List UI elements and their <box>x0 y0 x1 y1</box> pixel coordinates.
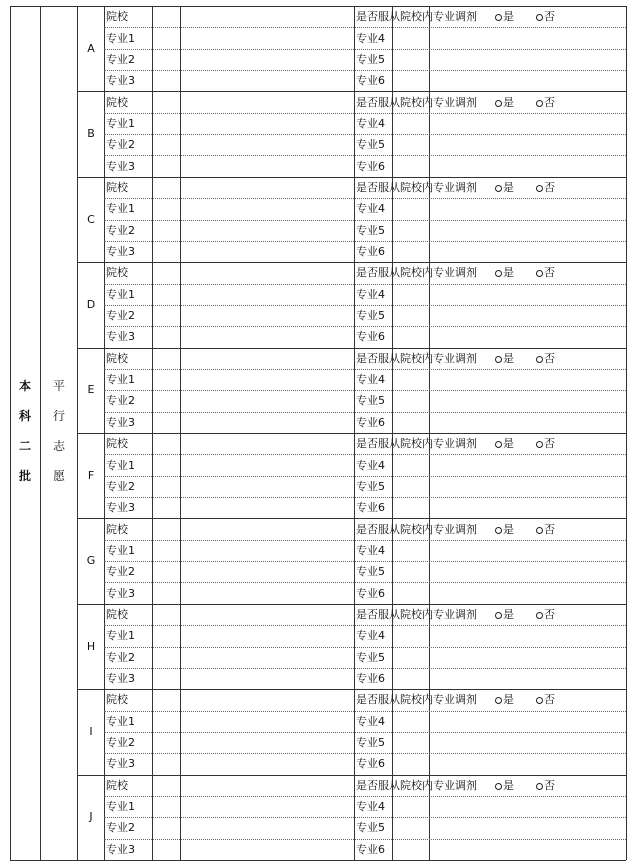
major-label: 专业3 <box>106 159 135 173</box>
adjust-no-label: 否 <box>544 266 555 280</box>
major-input[interactable] <box>153 28 351 47</box>
major-input[interactable] <box>153 455 351 474</box>
adjust-yes-label: 是 <box>503 10 514 24</box>
major-input[interactable] <box>431 626 623 645</box>
school-input[interactable] <box>153 7 351 26</box>
radio-circle-icon[interactable] <box>536 100 543 107</box>
major-input[interactable] <box>153 306 351 325</box>
major-label: 专业1 <box>106 202 135 216</box>
major-input[interactable] <box>153 583 351 602</box>
major-input[interactable] <box>431 455 623 474</box>
major-label: 专业5 <box>356 138 385 152</box>
adjust-yes-radio[interactable] <box>495 693 514 706</box>
major-input[interactable] <box>153 199 351 218</box>
adjust-question: 是否服从院校内专业调剂 <box>356 522 477 536</box>
school-input[interactable] <box>153 263 351 282</box>
adjust-yes-radio[interactable] <box>495 437 514 450</box>
adjust-no-label: 否 <box>544 607 555 621</box>
school-input[interactable] <box>153 92 351 111</box>
adjust-yes-radio[interactable] <box>495 352 514 365</box>
major-input[interactable] <box>431 840 623 859</box>
major-input[interactable] <box>153 327 351 346</box>
major-input[interactable] <box>431 135 623 154</box>
major-label: 专业2 <box>106 52 135 66</box>
major-label: 专业4 <box>356 714 385 728</box>
adjust-no-label: 否 <box>544 180 555 194</box>
adjust-yes-radio[interactable] <box>495 96 514 109</box>
major-input[interactable] <box>431 50 623 69</box>
radio-circle-icon[interactable] <box>495 441 502 448</box>
major-label: 专业4 <box>356 543 385 557</box>
major-input[interactable] <box>153 797 351 816</box>
major-label: 专业5 <box>356 309 385 323</box>
adjust-question: 是否服从院校内专业调剂 <box>356 351 477 365</box>
adjust-yes-radio[interactable] <box>495 523 514 536</box>
adjust-no-label: 否 <box>544 95 555 109</box>
major-input[interactable] <box>153 135 351 154</box>
adjust-no-radio[interactable] <box>536 693 555 706</box>
column-rule <box>10 6 11 860</box>
adjust-no-label: 否 <box>544 693 555 707</box>
major-label: 专业6 <box>356 74 385 88</box>
school-label: 院校 <box>106 693 128 707</box>
group-letter: H <box>86 639 96 653</box>
major-input[interactable] <box>431 712 623 731</box>
major-input[interactable] <box>153 370 351 389</box>
major-label: 专业5 <box>356 821 385 835</box>
adjust-no-label: 否 <box>544 778 555 792</box>
major-label: 专业1 <box>106 714 135 728</box>
adjust-yes-label: 是 <box>503 693 514 707</box>
major-label: 专业2 <box>106 565 135 579</box>
adjust-no-radio[interactable] <box>536 779 555 792</box>
adjust-question: 是否服从院校内专业调剂 <box>356 10 477 24</box>
adjust-yes-label: 是 <box>503 778 514 792</box>
table-bottom-border <box>10 860 626 861</box>
major-label: 专业5 <box>356 223 385 237</box>
major-label: 专业5 <box>356 736 385 750</box>
major-label: 专业3 <box>106 672 135 686</box>
school-label: 院校 <box>106 778 128 792</box>
radio-circle-icon[interactable] <box>536 441 543 448</box>
major-input[interactable] <box>431 242 623 261</box>
radio-circle-icon[interactable] <box>495 270 502 277</box>
adjust-yes-radio[interactable] <box>495 779 514 792</box>
batch-char: 二 <box>18 439 31 453</box>
adjust-yes-radio[interactable] <box>495 10 514 23</box>
group-letter: I <box>89 724 93 738</box>
major-label: 专业4 <box>356 458 385 472</box>
group-letter: A <box>87 41 95 55</box>
batch-char: 批 <box>18 469 31 483</box>
major-label: 专业4 <box>356 31 385 45</box>
major-input[interactable] <box>153 391 351 410</box>
group-letter: F <box>87 468 95 482</box>
major-label: 专业1 <box>106 31 135 45</box>
group-letter: B <box>87 127 95 141</box>
group-letter: D <box>86 297 96 311</box>
adjust-no-label: 否 <box>544 522 555 536</box>
major-label: 专业3 <box>106 415 135 429</box>
adjust-no-radio[interactable] <box>536 181 555 194</box>
group-letter: E <box>87 383 95 397</box>
major-input[interactable] <box>431 391 623 410</box>
mode-char: 行 <box>52 409 65 423</box>
major-label: 专业2 <box>106 479 135 493</box>
major-input[interactable] <box>431 498 623 517</box>
major-input[interactable] <box>431 413 623 432</box>
major-label: 专业6 <box>356 245 385 259</box>
radio-circle-icon[interactable] <box>495 697 502 704</box>
adjust-question: 是否服从院校内专业调剂 <box>356 607 477 621</box>
major-label: 专业5 <box>356 565 385 579</box>
major-input[interactable] <box>431 71 623 90</box>
radio-circle-icon[interactable] <box>536 612 543 619</box>
adjust-yes-radio[interactable] <box>495 181 514 194</box>
school-input[interactable] <box>153 776 351 795</box>
adjust-question: 是否服从院校内专业调剂 <box>356 266 477 280</box>
adjust-question: 是否服从院校内专业调剂 <box>356 437 477 451</box>
major-input[interactable] <box>153 712 351 731</box>
school-input[interactable] <box>153 519 351 538</box>
radio-circle-icon[interactable] <box>536 783 543 790</box>
adjust-yes-label: 是 <box>503 95 514 109</box>
major-input[interactable] <box>431 818 623 837</box>
major-input[interactable] <box>431 562 623 581</box>
major-label: 专业3 <box>106 74 135 88</box>
major-input[interactable] <box>153 669 351 688</box>
major-input[interactable] <box>431 199 623 218</box>
major-label: 专业4 <box>356 629 385 643</box>
mode-char: 愿 <box>52 469 65 483</box>
major-input[interactable] <box>153 498 351 517</box>
school-label: 院校 <box>106 437 128 451</box>
major-input[interactable] <box>153 285 351 304</box>
school-label: 院校 <box>106 10 128 24</box>
major-label: 专业1 <box>106 629 135 643</box>
radio-circle-icon[interactable] <box>536 185 543 192</box>
adjust-no-radio[interactable] <box>536 437 555 450</box>
major-label: 专业6 <box>356 415 385 429</box>
school-label: 院校 <box>106 522 128 536</box>
batch-char: 本 <box>18 379 31 393</box>
radio-circle-icon[interactable] <box>495 356 502 363</box>
major-label: 专业2 <box>106 138 135 152</box>
major-input[interactable] <box>431 28 623 47</box>
major-label: 专业4 <box>356 116 385 130</box>
major-label: 专业3 <box>106 842 135 856</box>
major-label: 专业4 <box>356 800 385 814</box>
radio-circle-icon[interactable] <box>495 527 502 534</box>
major-label: 专业4 <box>356 202 385 216</box>
major-label: 专业1 <box>106 458 135 472</box>
major-label: 专业6 <box>356 501 385 515</box>
mode-char: 志 <box>52 439 65 453</box>
major-input[interactable] <box>153 840 351 859</box>
adjust-yes-label: 是 <box>503 437 514 451</box>
major-label: 专业2 <box>106 394 135 408</box>
adjust-yes-radio[interactable] <box>495 266 514 279</box>
school-label: 院校 <box>106 95 128 109</box>
adjust-no-radio[interactable] <box>536 266 555 279</box>
major-input[interactable] <box>431 285 623 304</box>
mode-char: 平 <box>52 379 65 393</box>
major-input[interactable] <box>431 221 623 240</box>
table-top-border <box>10 6 626 7</box>
adjust-yes-radio[interactable] <box>495 608 514 621</box>
adjust-no-label: 否 <box>544 351 555 365</box>
column-rule <box>626 6 627 860</box>
major-label: 专业1 <box>106 287 135 301</box>
major-label: 专业3 <box>106 501 135 515</box>
school-input[interactable] <box>153 605 351 624</box>
major-input[interactable] <box>431 669 623 688</box>
major-input[interactable] <box>153 156 351 175</box>
major-label: 专业6 <box>356 159 385 173</box>
radio-circle-icon[interactable] <box>536 270 543 277</box>
radio-circle-icon[interactable] <box>495 100 502 107</box>
school-label: 院校 <box>106 180 128 194</box>
major-label: 专业6 <box>356 842 385 856</box>
radio-circle-icon[interactable] <box>536 527 543 534</box>
major-label: 专业3 <box>106 586 135 600</box>
major-input[interactable] <box>153 754 351 773</box>
school-input[interactable] <box>153 178 351 197</box>
group-letter: J <box>89 810 93 824</box>
major-input[interactable] <box>153 541 351 560</box>
radio-circle-icon[interactable] <box>536 697 543 704</box>
major-label: 专业2 <box>106 821 135 835</box>
radio-circle-icon[interactable] <box>495 783 502 790</box>
adjust-question: 是否服从院校内专业调剂 <box>356 778 477 792</box>
major-label: 专业2 <box>106 309 135 323</box>
major-input[interactable] <box>431 156 623 175</box>
major-label: 专业6 <box>356 330 385 344</box>
major-label: 专业5 <box>356 394 385 408</box>
major-input[interactable] <box>431 754 623 773</box>
major-input[interactable] <box>153 221 351 240</box>
school-input[interactable] <box>153 434 351 453</box>
major-label: 专业2 <box>106 223 135 237</box>
major-input[interactable] <box>431 306 623 325</box>
major-label: 专业3 <box>106 330 135 344</box>
major-input[interactable] <box>431 477 623 496</box>
major-input[interactable] <box>431 114 623 133</box>
major-label: 专业6 <box>356 586 385 600</box>
school-label: 院校 <box>106 607 128 621</box>
major-label: 专业2 <box>106 650 135 664</box>
major-label: 专业4 <box>356 287 385 301</box>
major-input[interactable] <box>431 733 623 752</box>
school-label: 院校 <box>106 266 128 280</box>
major-label: 专业4 <box>356 373 385 387</box>
group-letter: C <box>87 212 95 226</box>
major-label: 专业1 <box>106 373 135 387</box>
major-input[interactable] <box>153 477 351 496</box>
school-label: 院校 <box>106 351 128 365</box>
major-label: 专业1 <box>106 116 135 130</box>
adjust-no-radio[interactable] <box>536 523 555 536</box>
adjust-question: 是否服从院校内专业调剂 <box>356 95 477 109</box>
adjust-no-radio[interactable] <box>536 608 555 621</box>
adjust-no-radio[interactable] <box>536 352 555 365</box>
major-input[interactable] <box>153 626 351 645</box>
adjust-no-label: 否 <box>544 10 555 24</box>
adjust-yes-label: 是 <box>503 180 514 194</box>
major-label: 专业5 <box>356 479 385 493</box>
major-input[interactable] <box>153 50 351 69</box>
major-input[interactable] <box>153 818 351 837</box>
batch-char: 科 <box>18 409 31 423</box>
major-input[interactable] <box>431 583 623 602</box>
major-input[interactable] <box>431 797 623 816</box>
major-label: 专业5 <box>356 650 385 664</box>
radio-circle-icon[interactable] <box>495 185 502 192</box>
major-label: 专业6 <box>356 757 385 771</box>
adjust-question: 是否服从院校内专业调剂 <box>356 180 477 194</box>
adjust-question: 是否服从院校内专业调剂 <box>356 693 477 707</box>
adjust-no-label: 否 <box>544 437 555 451</box>
column-rule <box>40 6 41 860</box>
major-input[interactable] <box>431 370 623 389</box>
major-input[interactable] <box>431 327 623 346</box>
major-label: 专业3 <box>106 245 135 259</box>
adjust-no-radio[interactable] <box>536 10 555 23</box>
radio-circle-icon[interactable] <box>495 14 502 21</box>
major-input[interactable] <box>431 648 623 667</box>
major-label: 专业3 <box>106 757 135 771</box>
adjust-no-radio[interactable] <box>536 96 555 109</box>
major-label: 专业1 <box>106 800 135 814</box>
radio-circle-icon[interactable] <box>495 612 502 619</box>
major-input[interactable] <box>153 71 351 90</box>
school-input[interactable] <box>153 349 351 368</box>
major-label: 专业5 <box>356 52 385 66</box>
major-input[interactable] <box>153 413 351 432</box>
adjust-yes-label: 是 <box>503 351 514 365</box>
major-input[interactable] <box>153 648 351 667</box>
major-label: 专业2 <box>106 736 135 750</box>
school-input[interactable] <box>153 690 351 709</box>
radio-circle-icon[interactable] <box>536 14 543 21</box>
major-input[interactable] <box>153 562 351 581</box>
major-input[interactable] <box>431 541 623 560</box>
group-letter: G <box>86 554 96 568</box>
radio-circle-icon[interactable] <box>536 356 543 363</box>
adjust-yes-label: 是 <box>503 266 514 280</box>
adjust-yes-label: 是 <box>503 522 514 536</box>
adjust-yes-label: 是 <box>503 607 514 621</box>
major-input[interactable] <box>153 733 351 752</box>
major-input[interactable] <box>153 114 351 133</box>
major-label: 专业1 <box>106 543 135 557</box>
major-input[interactable] <box>153 242 351 261</box>
major-label: 专业6 <box>356 672 385 686</box>
